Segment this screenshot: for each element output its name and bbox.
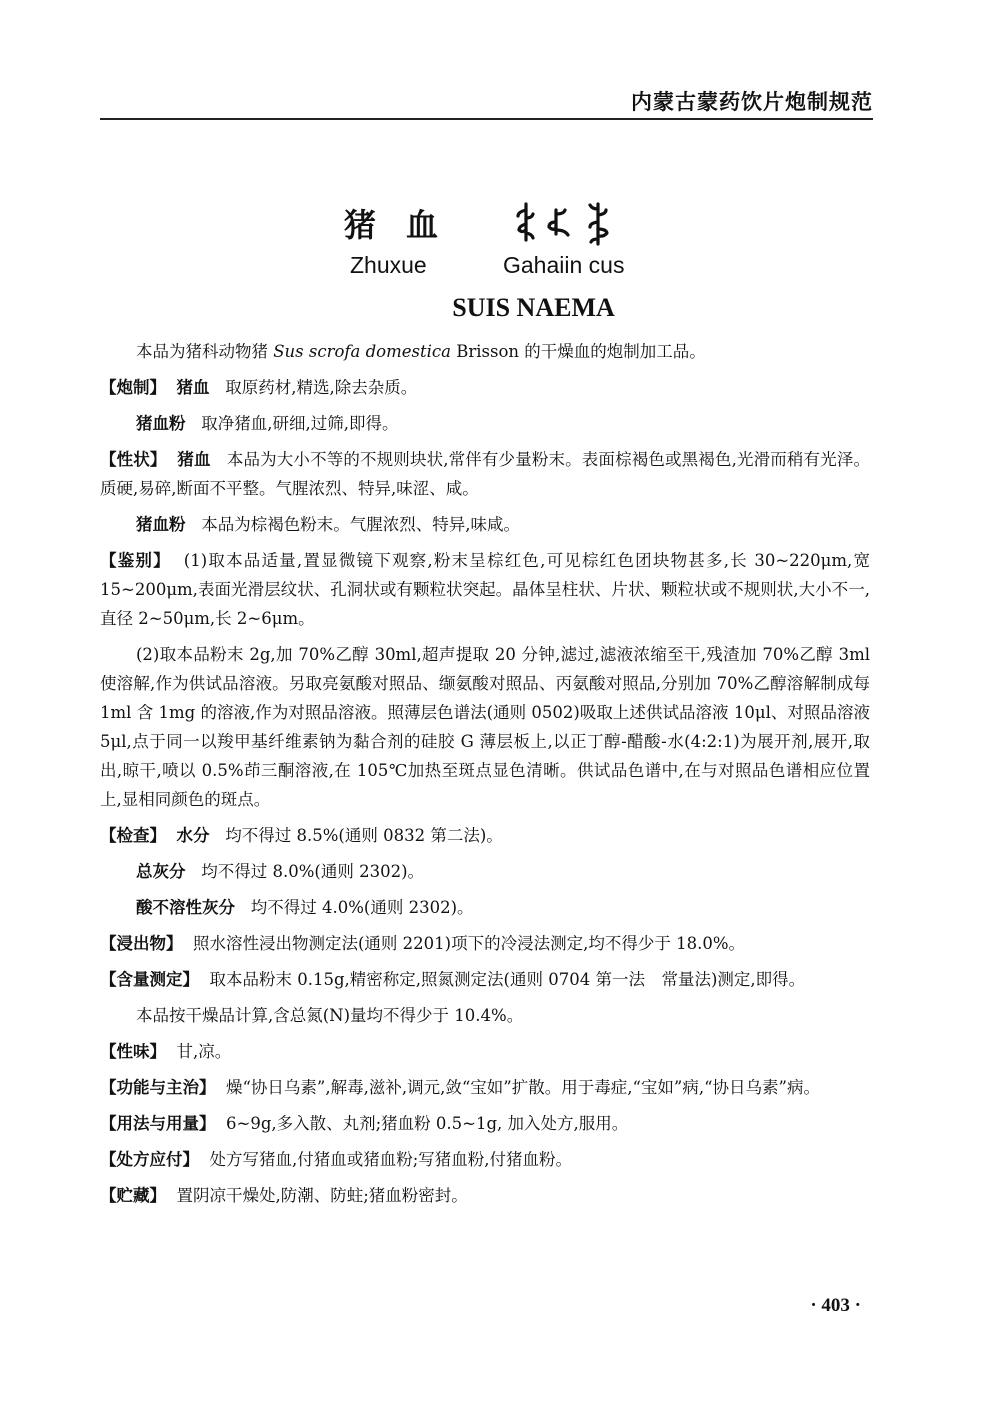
mongolian-latin-name: Gahaiin cus [503,252,625,278]
mongolian-script-title [512,200,622,246]
storage-section: 【贮藏】 置阴凉干燥处,防潮、防蛀;猪血粉密封。 [100,1186,468,1205]
identification-section: 【鉴别】 (1)取本品适量,置显微镜下观察,粉末呈棕红色,可见棕红色团块物甚多,长 30~220μm,宽 15~200μm,表面光滑层纹状、孔洞状或有颗粒状突起。晶体呈柱状、片状、颗粒状或不规则状,大小不一,直径 2~50μm,长 2~6μm。 [100,551,870,628]
monograph-body [100,337,870,1217]
intro-paragraph: 本品为猪科动物猪 Sus scrofa domestica Brisson 的干燥血的炮制加工品。 [136,342,706,361]
prescription-section: 【处方应付】 处方写猪血,付猪血或猪血粉;写猪血粉,付猪血粉。 [100,1150,573,1169]
item-name: 总灰分 [136,862,186,881]
section-label: 【性味】 [100,1042,166,1061]
section-label: 【处方应付】 [100,1150,199,1169]
item-name: 酸不溶性灰分 [136,898,235,917]
pinyin-name: Zhuxue [350,252,427,278]
item-name: 猪血 [177,450,211,469]
title-chinese: 猪血 [344,206,469,244]
assay-section: 【含量测定】 取本品粉末 0.15g,精密称定,照氮测定法(通则 0704 第一法 常量法)测定,即得。 [100,970,806,989]
section-label: 【鉴别】 [100,551,171,570]
processing-powder: 猪血粉 取净猪血,研细,过筛,即得。 [136,414,399,433]
latin-name: SUIS NAEMA [452,293,615,322]
inspection-total-ash: 总灰分 均不得过 8.0%(通则 2302)。 [136,862,425,881]
item-name: 水分 [176,826,210,845]
inspection-acid-ash: 酸不溶性灰分 均不得过 4.0%(通则 2302)。 [136,898,474,917]
item-name: 猪血 [176,378,210,397]
processing-section: 【炮制】 猪血 取原药材,精选,除去杂质。 [100,378,418,397]
extract-section: 【浸出物】 照水溶性浸出物测定法(通则 2201)项下的冷浸法测定,均不得少于 18.0%。 [100,934,746,953]
page-number: · 403 · [810,1295,861,1316]
section-label: 【贮藏】 [100,1186,166,1205]
book-title: 内蒙古蒙药饮片炮制规范 [631,89,873,114]
section-label: 【含量测定】 [100,970,199,989]
section-label: 【功能与主治】 [100,1078,216,1097]
inspection-section: 【检查】 水分 均不得过 8.5%(通则 0832 第二法)。 [100,826,503,845]
assay-limit: 本品按干燥品计算,含总氮(N)量均不得少于 10.4%。 [136,1006,524,1025]
section-label: 【检查】 [100,826,166,845]
monograph-title-row [0,200,1007,246]
running-header [100,78,873,120]
section-label: 【性状】 [100,450,167,469]
item-name: 猪血粉 [136,515,186,534]
characters-powder: 猪血粉 本品为棕褐色粉末。气腥浓烈、特异,味咸。 [136,515,520,534]
section-label: 【用法与用量】 [100,1114,216,1133]
identification-tlc: (2)取本品粉末 2g,加 70%乙醇 30ml,超声提取 20 分钟,滤过,滤液浓缩至干,残渣加 70%乙醇 3ml 使溶解,作为供试品溶液。另取亮氨酸对照品、缬氨酸对照品、丙氨酸对照品,分别加 70%乙醇溶解制成每 1ml 含 1mg 的溶液,作为对照品溶液。照薄层色谱法(通则 0502)吸取上述供试品溶液 10μl、对照品溶液 5μl,点于同一以羧甲基纤维素钠为黏合剂的硅胶 G 薄层板上,以正丁醇-醋酸-水(4:2:1)为展开剂,展开,取出,晾干,喷以 0.5%茚三酮溶液,在 105℃加热至斑点显色清晰。供试品色谱中,在与对照品色谱相应位置上,显相同颜色的斑点。 [100,645,870,809]
functions-section: 【功能与主治】 燥“协日乌素”,解毒,滋补,调元,敛“宝如”扩散。用于毒症,“宝如”病,“协日乌素”病。 [100,1078,820,1097]
species-name: Sus scrofa domestica [273,342,451,361]
item-name: 猪血粉 [136,414,186,433]
section-label: 【炮制】 [100,378,166,397]
dosage-section: 【用法与用量】 6~9g,多入散、丸剂;猪血粉 0.5~1g, 加入处方,服用。 [100,1114,629,1133]
romanized-names [0,252,1007,286]
nature-section: 【性味】 甘,凉。 [100,1042,232,1061]
section-label: 【浸出物】 [100,934,183,953]
characters-section: 【性状】 猪血 本品为大小不等的不规则块状,常伴有少量粉末。表面棕褐色或黑褐色,光滑而稍有光泽。质硬,易碎,断面不平整。气腥浓烈、特异,味涩、咸。 [100,450,870,498]
